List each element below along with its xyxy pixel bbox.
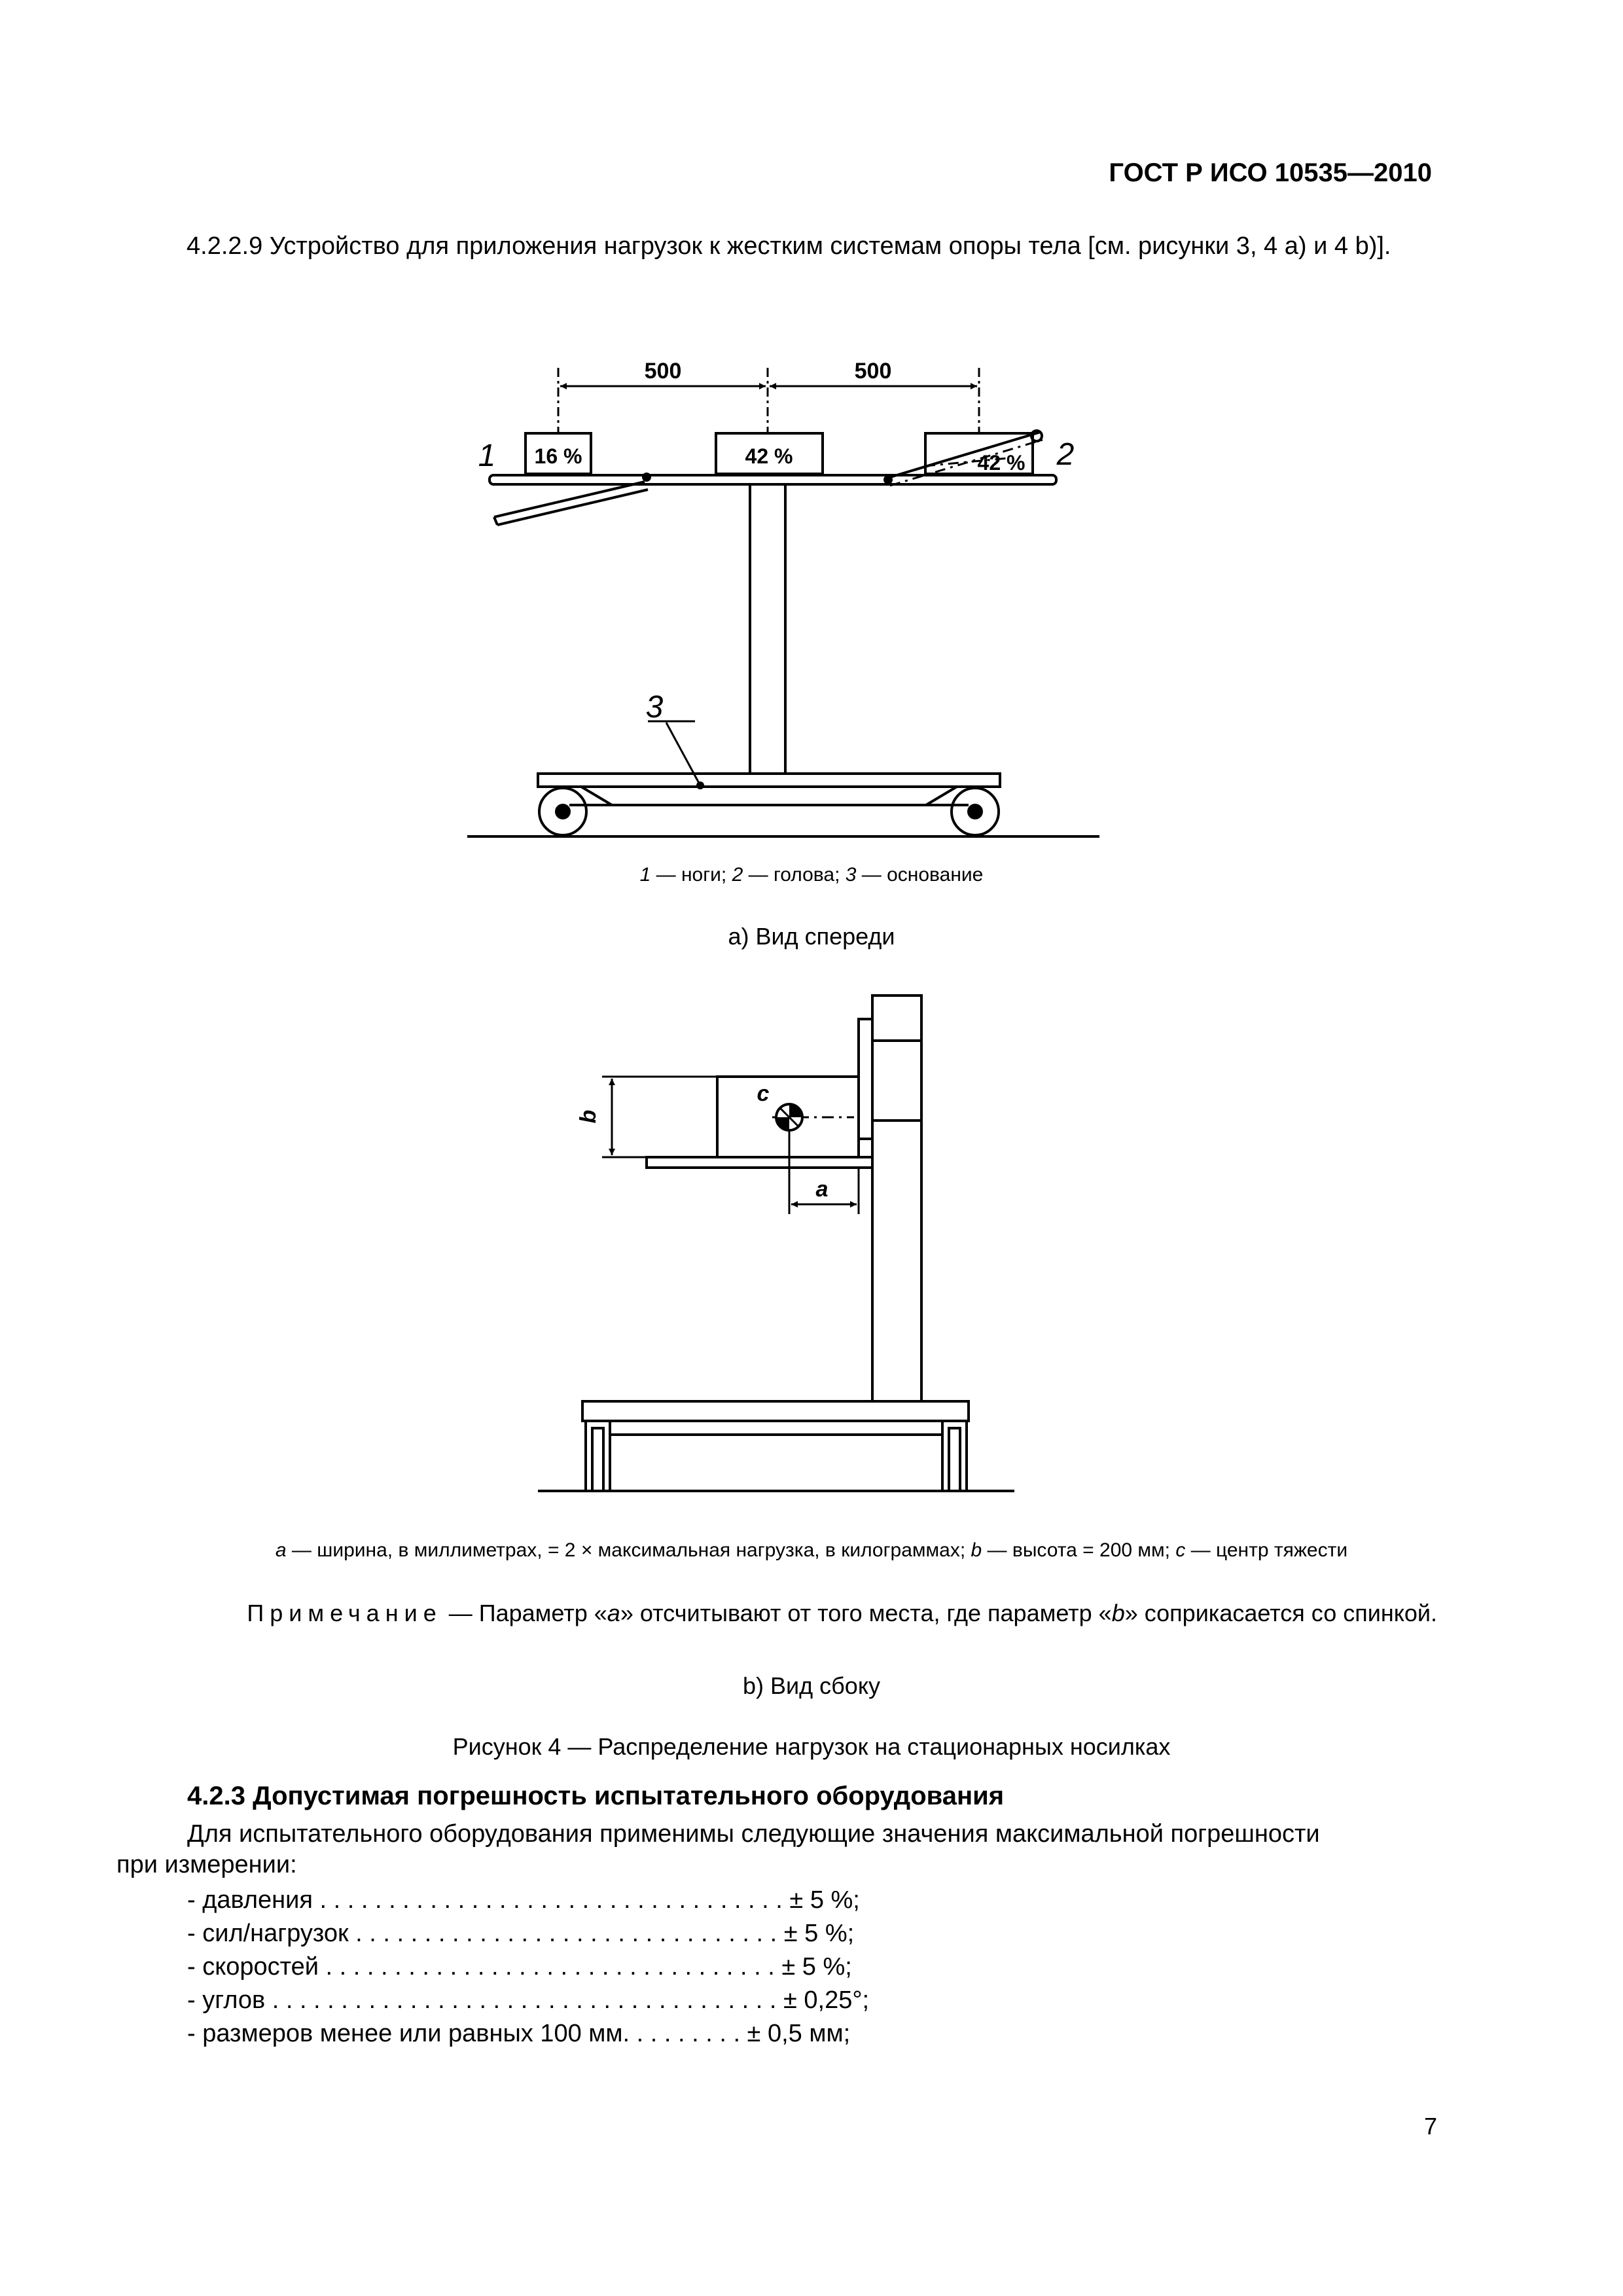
backrest <box>872 996 921 1401</box>
list-item: - сил/нагрузок . . . . . . . . . . . . . . . . . . . . . . . . . . . . . . . ± 5 %; <box>187 1920 855 1947</box>
figure-a-legend: 1 — ноги; 2 — голова; 3 — основание <box>639 864 984 886</box>
label-c: c <box>757 1081 770 1106</box>
load-middle-label: 42 % <box>745 444 793 468</box>
base-top <box>538 774 1000 787</box>
column <box>750 484 785 774</box>
list-item: - скоростей . . . . . . . . . . . . . . . . . . . . . . . . . . . . . . . . . ± 5 %; <box>187 1953 852 1981</box>
side-base-top <box>582 1401 969 1421</box>
label-a: a <box>815 1177 829 1202</box>
callout-1: 1 <box>478 439 496 473</box>
list-item: - углов . . . . . . . . . . . . . . . . . . . . . . . . . . . . . . . . . . . . . ± 0,25°; <box>187 1986 870 2014</box>
load-legs-label: 16 % <box>534 444 582 468</box>
figure-b-legend: a — ширина, в миллиметрах, = 2 × максимальная нагрузка, в килограммах; b — высота = 200 мм; c — центр тяжести <box>275 1539 1348 1561</box>
figure-a-caption: a) Вид спереди <box>728 923 895 950</box>
section-title: 4.2.3 Допустимая погрешность испытательного оборудования <box>187 1782 1005 1810</box>
platform <box>490 475 1056 484</box>
callout-3: 3 <box>645 690 664 725</box>
load-head-label: 42 % <box>977 451 1026 475</box>
section-text-line-2: при измерении: <box>116 1851 297 1878</box>
list-item: - давления . . . . . . . . . . . . . . . . . . . . . . . . . . . . . . . . . . ± 5 %; <box>187 1886 860 1914</box>
document-header: ГОСТ Р ИСО 10535—2010 <box>1109 158 1432 187</box>
list-item: - размеров менее или равных 100 мм. . . . . . . . . ± 0,5 мм; <box>187 2020 851 2047</box>
label-b: b <box>576 1109 601 1124</box>
page-number: 7 <box>1424 2113 1438 2140</box>
section-text-line-1: Для испытательного оборудования применимы следующие значения максимальной погрешности <box>187 1820 1320 1848</box>
tolerance-list <box>187 1884 869 2051</box>
figure-b-caption: b) Вид сбоку <box>743 1672 880 1699</box>
side-view <box>538 996 1014 1491</box>
callout-2: 2 <box>1056 437 1075 472</box>
front-view <box>467 368 1099 836</box>
figure-b-note: Примечание — Параметр «a» отсчитывают от того места, где параметр «b» соприкасается со спинкой. <box>247 1600 1437 1626</box>
dim-left-label: 500 <box>644 359 682 384</box>
dim-right-label: 500 <box>854 359 892 384</box>
seat-plate <box>647 1157 872 1168</box>
figure-title: Рисунок 4 — Распределение нагрузок на стационарных носилках <box>452 1733 1171 1760</box>
center-of-gravity-icon <box>776 1104 802 1130</box>
intro-paragraph: 4.2.2.9 Устройство для приложения нагрузок к жестким системам опоры тела [см. рисунки 3, 4 a) и 4 b)]. <box>187 232 1391 260</box>
